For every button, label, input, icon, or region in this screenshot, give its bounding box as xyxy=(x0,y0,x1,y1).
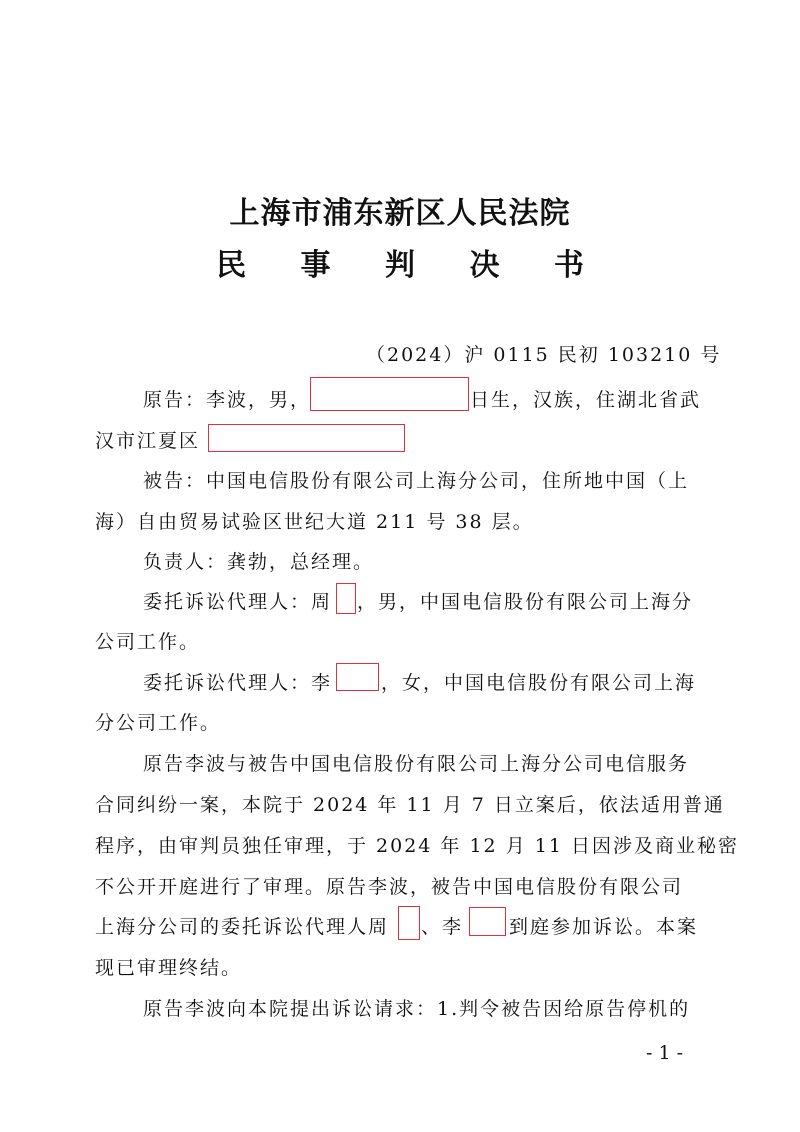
case-number: （2024）沪 0115 民初 103210 号 xyxy=(366,344,722,366)
agent-2-line-start: 委托诉讼代理人：李 xyxy=(143,672,333,694)
court-name: 上海市浦东新区人民法院 xyxy=(229,196,571,231)
claims-line-1: 原告李波向本院提出诉讼请求：1.判令被告因给原告停机的 xyxy=(143,998,691,1020)
redaction-box-agent-1 xyxy=(336,583,356,614)
responsible-person: 负责人：龚勃，总经理。 xyxy=(143,551,375,573)
case-paragraph-line-5a: 上海分公司的委托诉讼代理人周 xyxy=(95,916,390,938)
plaintiff-line-start: 原告：李波，男， xyxy=(143,389,312,411)
case-paragraph-line-3: 程序，由审判员独任审理，于 2024 年 12 月 11 日因涉及商业秘密 xyxy=(95,835,739,857)
defendant-line-1: 被告：中国电信股份有限公司上海分公司，住所地中国（上 xyxy=(143,470,690,492)
agent-1-line-start: 委托诉讼代理人：周 xyxy=(143,591,333,613)
plaintiff-address: 汉市江夏区 xyxy=(95,430,201,452)
case-paragraph-line-4: 不公开开庭进行了审理。原告李波，被告中国电信股份有限公司 xyxy=(95,876,684,898)
agent-1-line-2: 公司工作。 xyxy=(95,631,201,653)
case-paragraph-line-1: 原告李波与被告中国电信股份有限公司上海分公司电信服务 xyxy=(143,753,690,775)
document-type-title: 民 事 判 决 书 xyxy=(216,248,606,283)
agent-2-line-2: 分公司工作。 xyxy=(95,712,222,734)
defendant-line-2: 海）自由贸易试验区世纪大道 211 号 38 层。 xyxy=(95,511,534,533)
agent-1-line-end: ，男，中国电信股份有限公司上海分 xyxy=(357,591,694,613)
case-paragraph-line-6: 现已审理终结。 xyxy=(95,957,243,979)
case-paragraph-line-5c: 到庭参加诉讼。本案 xyxy=(509,916,699,938)
redaction-box-agent-2-hearing xyxy=(469,907,506,936)
redaction-box-birthdate xyxy=(310,377,469,411)
plaintiff-line-end: 日生，汉族，住湖北省武 xyxy=(470,389,702,411)
agent-2-line-end: ，女，中国电信股份有限公司上海 xyxy=(381,672,697,694)
page-number: - 1 - xyxy=(646,1042,684,1064)
case-paragraph-line-5b: 、李 xyxy=(421,916,464,938)
redaction-box-agent-1-hearing xyxy=(398,906,420,940)
redaction-box-agent-2 xyxy=(336,663,379,691)
redaction-box-address xyxy=(208,424,405,452)
case-paragraph-line-2: 合同纠纷一案，本院于 2024 年 11 月 7 日立案后，依法适用普通 xyxy=(95,794,725,816)
